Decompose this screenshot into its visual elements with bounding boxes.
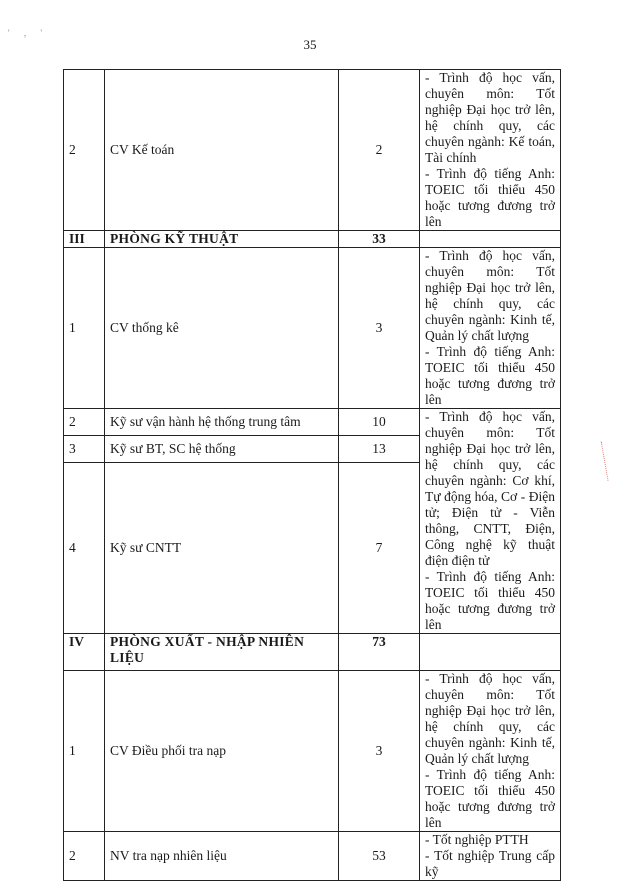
row-requirements [420,832,561,881]
section-quantity: 33 [339,231,420,248]
requirement-line: - Trình độ tiếng Anh: TOEIC tối thiểu 450 hoặc tương đương trở lên [425,767,555,830]
page-number: 35 [303,37,317,52]
table-row [64,671,561,832]
requirement-line: - Trình độ tiếng Anh: TOEIC tối thiểu 450 hoặc tương đương trở lên [425,166,555,229]
margin-mark [601,439,620,481]
row-quantity: 7 [339,463,420,634]
requirement-line: - Trình độ học vấn, chuyên môn: Tốt nghiệp Đại học trở lên, hệ chính quy, các chuyên ngành: Cơ khí, Tự động hóa, Cơ - Điện tử; Điện tử - Viễn thông, CNTT, Điện, Công nghệ kỹ thuật điện điện tử [425,409,555,568]
row-position: Kỹ sư vận hành hệ thống trung tâm [105,409,339,436]
row-requirements [420,70,561,231]
row-requirements [420,671,561,832]
row-quantity: 13 [339,436,420,463]
recruitment-table [63,69,561,881]
row-stt: 2 [64,832,105,881]
section-row [64,634,561,671]
section-quantity: 73 [339,634,420,671]
row-quantity: 10 [339,409,420,436]
row-stt: 2 [64,409,105,436]
row-stt: 4 [64,463,105,634]
row-position: Kỹ sư CNTT [105,463,339,634]
section-stt: IV [64,634,105,671]
section-title: PHÒNG KỸ THUẬT [105,231,339,248]
row-stt: 1 [64,671,105,832]
row-stt: 1 [64,248,105,409]
section-row [64,231,561,248]
row-quantity: 3 [339,248,420,409]
requirement-line: - Tốt nghiệp PTTH [425,832,529,847]
row-quantity: 53 [339,832,420,881]
section-title: PHÒNG XUẤT - NHẬP NHIÊN LIỆU [105,634,339,671]
requirement-line: - Tốt nghiệp Trung cấp kỹ [425,848,555,879]
requirement-line: - Trình độ học vấn, chuyên môn: Tốt nghiệp Đại học trở lên, hệ chính quy, các chuyên ngành: Kinh tế, Quản lý chất lượng [425,671,555,766]
section-requirements [420,634,561,671]
table-row [64,70,561,231]
requirement-line: - Trình độ tiếng Anh: TOEIC tối thiểu 450 hoặc tương đương trở lên [425,569,555,632]
row-requirements [420,409,561,634]
row-position: Kỹ sư BT, SC hệ thống [105,436,339,463]
row-position: NV tra nạp nhiên liệu [105,832,339,881]
scan-specks: ' , ' [8,28,48,38]
table-row [64,248,561,409]
row-quantity: 3 [339,671,420,832]
row-stt: 3 [64,436,105,463]
requirement-line: - Trình độ học vấn, chuyên môn: Tốt nghiệp Đại học trở lên, hệ chính quy, các chuyên ngành: Kinh tế, Quản lý chất lượng [425,248,555,343]
section-stt: III [64,231,105,248]
requirement-line: - Trình độ học vấn, chuyên môn: Tốt nghiệp Đại học trở lên, hệ chính quy, các chuyên ngành: Kế toán, Tài chính [425,70,555,165]
row-quantity: 2 [339,70,420,231]
table-row [64,409,561,436]
row-position: CV thống kê [105,248,339,409]
table-row [64,832,561,881]
row-position: CV Điều phối tra nạp [105,671,339,832]
section-requirements [420,231,561,248]
row-stt: 2 [64,70,105,231]
row-requirements [420,248,561,409]
requirement-line: - Trình độ tiếng Anh: TOEIC tối thiểu 450 hoặc tương đương trở lên [425,344,555,407]
row-position: CV Kế toán [105,70,339,231]
